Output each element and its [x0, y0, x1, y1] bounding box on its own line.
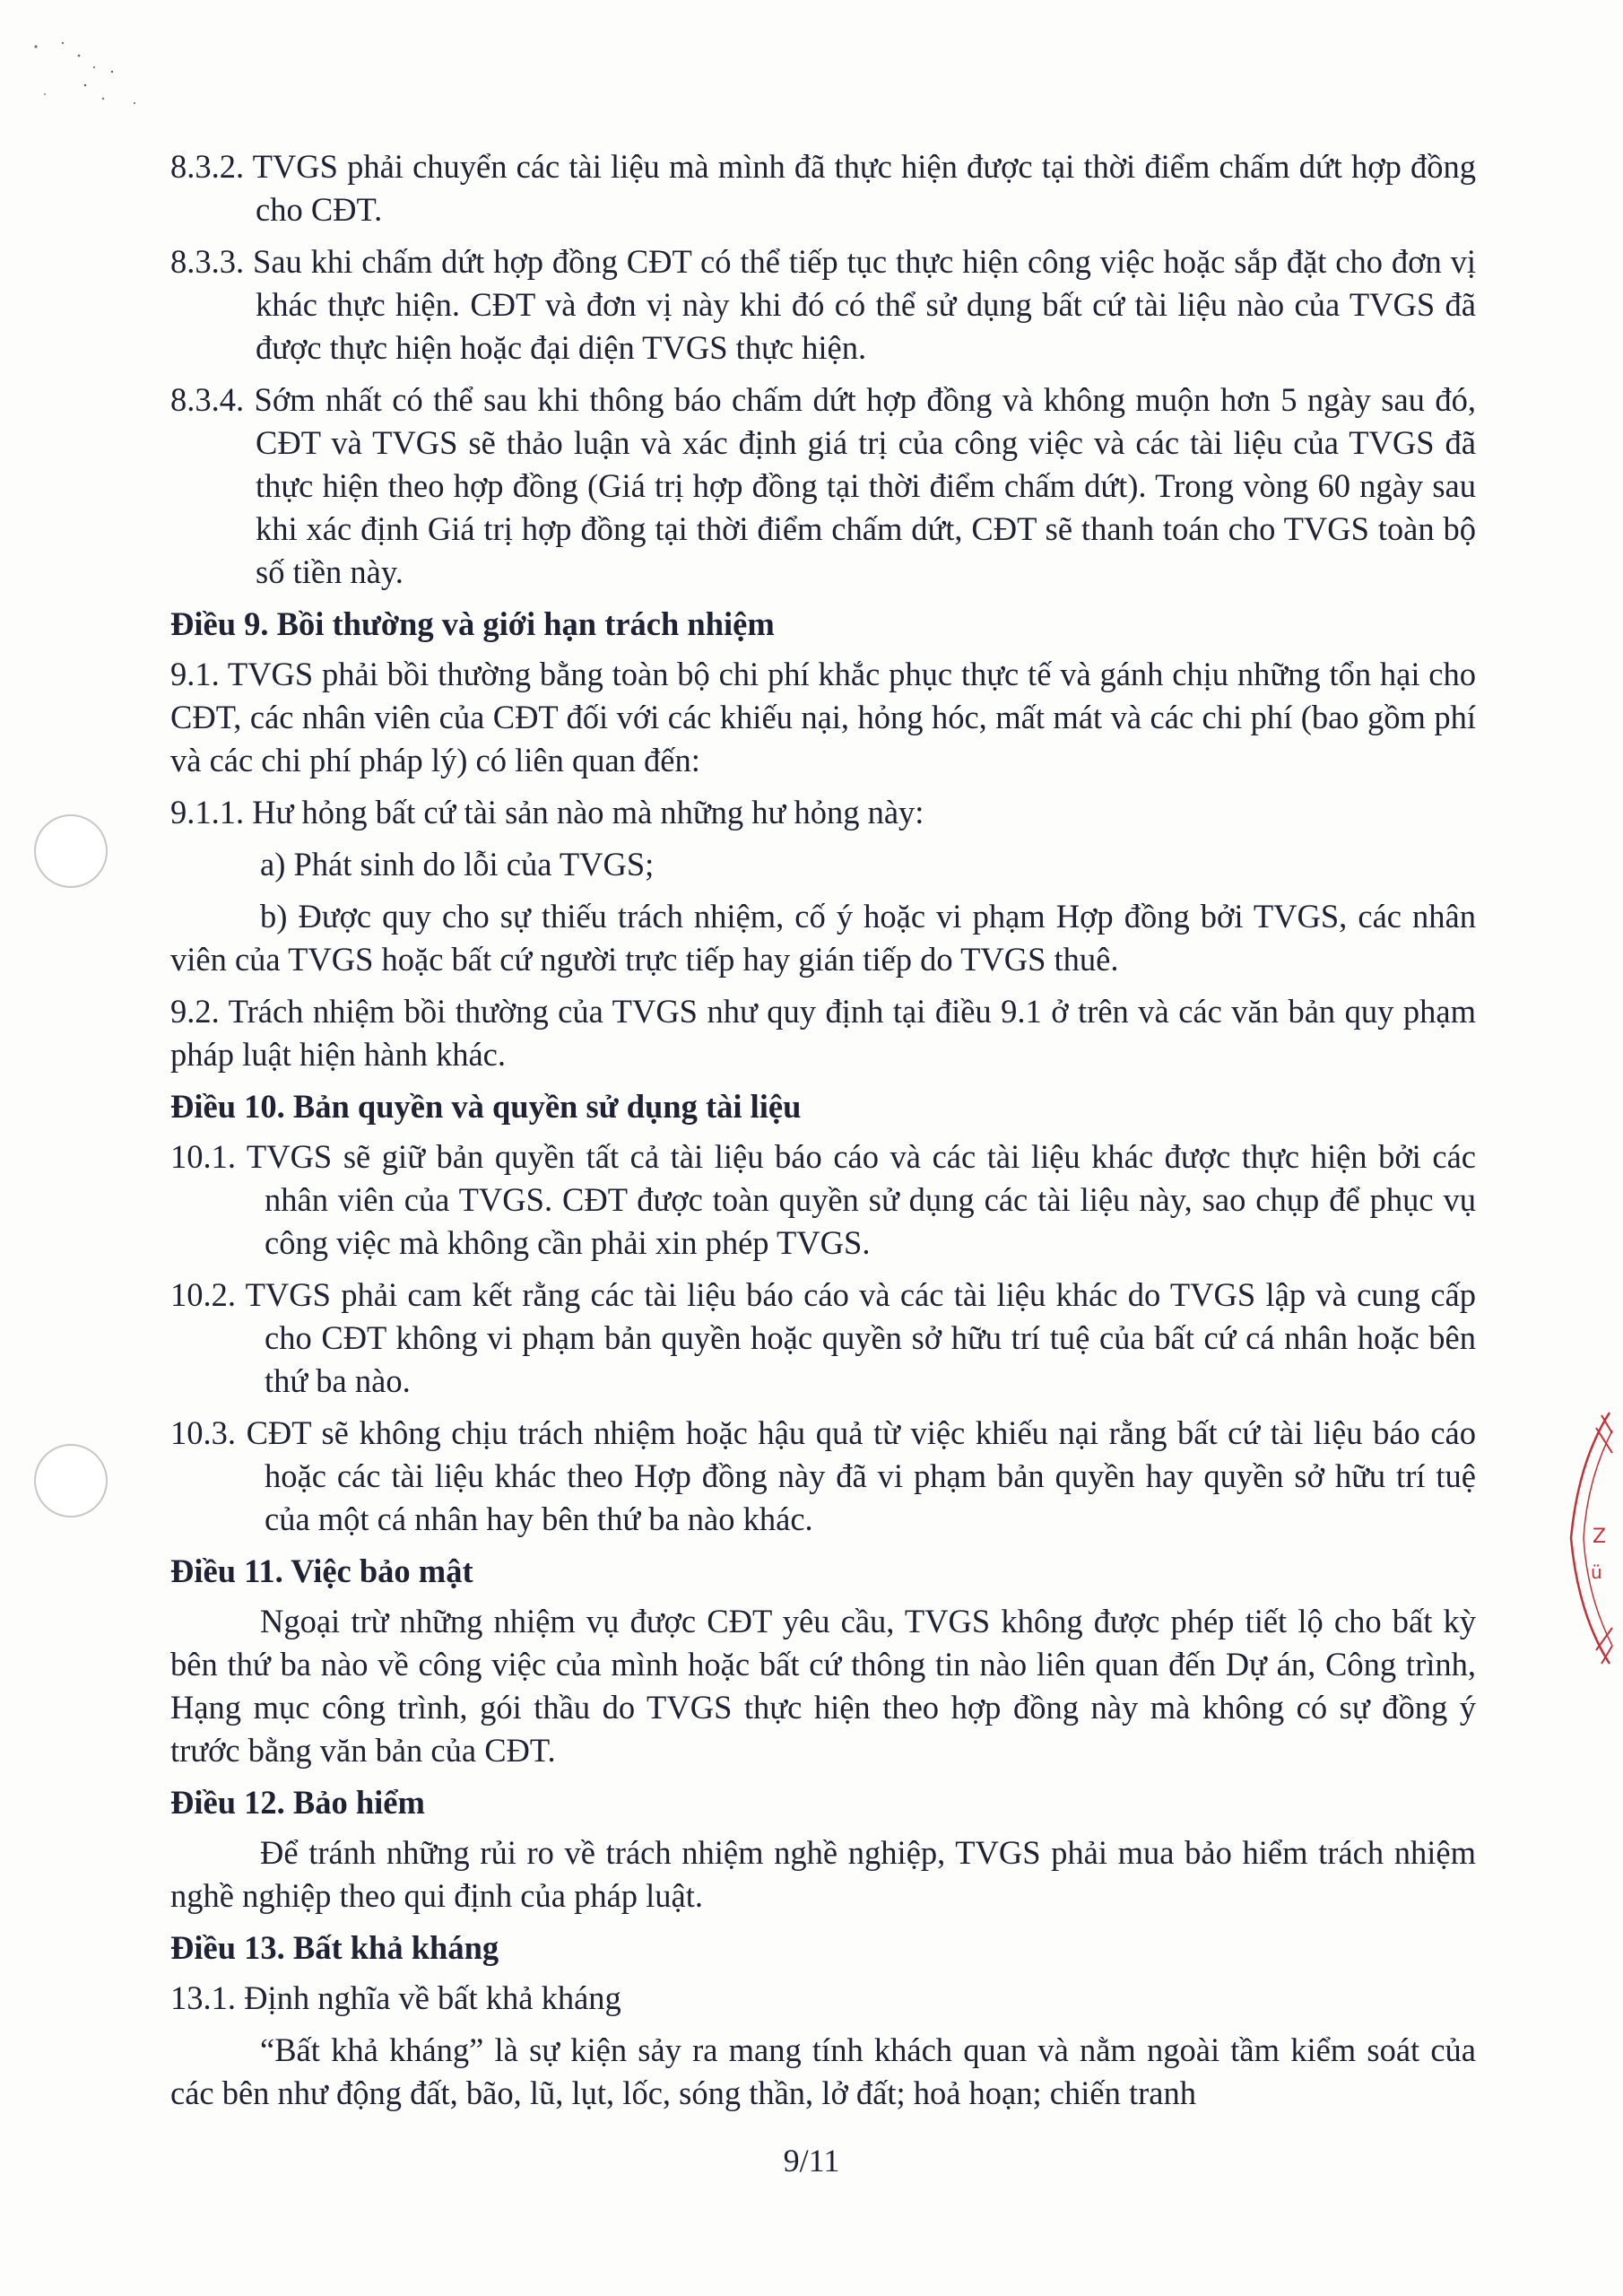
clause-8-3-2: 8.3.2. TVGS phải chuyển các tài liệu mà mình đã thực hiện được tại thời điểm chấm dứt hợp đồng cho CĐT.: [170, 148, 1476, 228]
heading-article-9: Điều 9. Bồi thường và giới hạn trách nhiệm: [170, 605, 775, 642]
heading-article-11: Điều 11. Việc bảo mật: [170, 1552, 473, 1589]
document-body: [170, 145, 1476, 2124]
clause-9-1-1-a: a) Phát sinh do lỗi của TVGS;: [260, 846, 655, 883]
clause-8-3-4: 8.3.4. Sớm nhất có thể sau khi thông báo chấm dứt hợp đồng và không muộn hơn 5 ngày sau đó, CĐT và TVGS sẽ thảo luận và xác định giá trị của công việc và các tài liệu của TVGS đã thực hiện theo hợp đồng (Giá trị hợp đồng tại thời điểm chấm dứt). Trong vòng 60 ngày sau khi xác định Giá trị hợp đồng tại thời điểm chấm dứt, CĐT sẽ thanh toán cho TVGS toàn bộ số tiền này.: [170, 381, 1476, 590]
heading-article-10: Điều 10. Bản quyền và quyền sử dụng tài liệu: [170, 1088, 802, 1125]
clause-10-3: 10.3. CĐT sẽ không chịu trách nhiệm hoặc hậu quả từ việc khiếu nại rằng bất cứ tài liệu báo cáo hoặc các tài liệu khác theo Hợp đồng này đã vi phạm bản quyền hay quyền sở hữu trí tuệ của một cá nhân hay bên thứ ba nào khác.: [170, 1414, 1476, 1537]
clause-9-1: 9.1. TVGS phải bồi thường bằng toàn bộ chi phí khắc phục thực tế và gánh chịu những tổn hại cho CĐT, các nhân viên của CĐT đối với các khiếu nại, hỏng hóc, mất mát và các chi phí (bao gồm phí và các chi phí pháp lý) có liên quan đến:: [170, 656, 1476, 778]
punch-hole-bottom: [34, 1444, 108, 1518]
article-12-body: Để tránh những rủi ro về trách nhiệm nghề nghiệp, TVGS phải mua bảo hiểm trách nhiệm nghề nghiệp theo qui định của pháp luật.: [170, 1834, 1476, 1914]
article-11-body: Ngoại trừ những nhiệm vụ được CĐT yêu cầu, TVGS không được phép tiết lộ cho bất kỳ bên thứ ba nào về công việc của mình hoặc bất cứ thông tin nào liên quan đến Dự án, Công trình, Hạng mục công trình, gói thầu do TVGS thực hiện theo hợp đồng này mà không có sự đồng ý trước bằng văn bản của CĐT.: [170, 1603, 1476, 1769]
scan-specks: [27, 36, 161, 126]
clause-10-2: 10.2. TVGS phải cam kết rằng các tài liệu báo cáo và các tài liệu khác do TVGS lập và cung cấp cho CĐT không vi phạm bản quyền hoặc quyền sở hữu trí tuệ của bất cứ cá nhân hoặc bên thứ ba nào.: [170, 1276, 1476, 1399]
clause-9-1-1-b: b) Được quy cho sự thiếu trách nhiệm, cố ý hoặc vi phạm Hợp đồng bởi TVGS, các nhân viên của TVGS hoặc bất cứ người trực tiếp hay gián tiếp do TVGS thuê.: [170, 898, 1476, 978]
partial-red-stamp: [1560, 1408, 1614, 1668]
page-number: 9/11: [783, 2143, 840, 2179]
heading-article-13: Điều 13. Bất khả kháng: [170, 1929, 499, 1966]
clause-13-1-body: “Bất khả kháng” là sự kiện sảy ra mang tính khách quan và nằm ngoài tầm kiểm soát của các bên như động đất, bão, lũ, lụt, lốc, sóng thần, lở đất; hoả hoạn; chiến tranh: [170, 2031, 1476, 2111]
svg-text:ü: ü: [1591, 1561, 1602, 1583]
svg-text:Z: Z: [1593, 1526, 1607, 1548]
clause-9-1-1: 9.1.1. Hư hỏng bất cứ tài sản nào mà những hư hỏng này:: [170, 794, 924, 831]
clause-8-3-3: 8.3.3. Sau khi chấm dứt hợp đồng CĐT có thể tiếp tục thực hiện công việc hoặc sắp đặt cho đơn vị khác thực hiện. CĐT và đơn vị này khi đó có thể sử dụng bất cứ tài liệu nào của TVGS đã được thực hiện hoặc đại diện TVGS thực hiện.: [170, 243, 1476, 366]
heading-article-12: Điều 12. Bảo hiểm: [170, 1784, 425, 1821]
punch-hole-top: [34, 814, 108, 888]
clause-13-1: 13.1. Định nghĩa về bất khả kháng: [170, 1979, 621, 2016]
clause-9-2: 9.2. Trách nhiệm bồi thường của TVGS như quy định tại điều 9.1 ở trên và các văn bản quy phạm pháp luật hiện hành khác.: [170, 993, 1476, 1073]
clause-10-1: 10.1. TVGS sẽ giữ bản quyền tất cả tài liệu báo cáo và các tài liệu khác được thực hiện bởi các nhân viên của TVGS. CĐT được toàn quyền sử dụng các tài liệu này, sao chụp để phục vụ công việc mà không cần phải xin phép TVGS.: [170, 1138, 1476, 1261]
